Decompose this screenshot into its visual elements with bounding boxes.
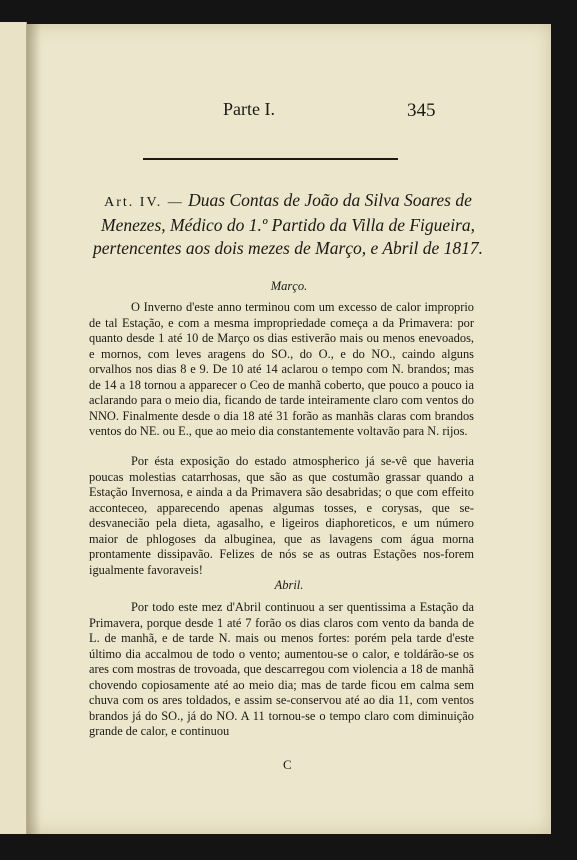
book-page (27, 24, 551, 834)
page-number: 345 (407, 100, 436, 121)
header-rule (143, 158, 398, 160)
section-heading-marco: Março. (270, 279, 308, 293)
article-label: Art. IV. — (104, 195, 184, 210)
facing-page-edge (0, 22, 27, 834)
page-header (27, 92, 551, 122)
paragraph-abril-1: Por todo este mez d'Abril continuou a ser quentissima a Estação da Primavera, porque desde 1 até 7 forão os dias claros com vento da banda de L. de manhã, e de tarde N. mais ou menos fortes: porém pela tarde d'este último dia accalmou de todo o vento; aumentou-se o calor, e toldárão-se os ares com mostras de trovoada, que descarregou com violencia a 18 de manhã chovendo copiosamente até ao meio dia; mas de tarde ficou em calma sem chuva com os ares toldados, e assim se-conservou até ao dia 11, com ventos brandos já do SO., já do NO. A 11 tornou-se o tempo claro com diminuição grande de calor, e continuou (89, 600, 474, 738)
section-heading-abril: Abril. (274, 578, 304, 592)
article-title: Duas Contas de João da Silva Soares de Menezes, Médico do 1.º Partido da Villa de Figueira, pertencentes aos dois mezes de Março, e Abril de 1817. (93, 190, 483, 258)
spine-shadow (27, 24, 41, 834)
running-head: Parte I. (223, 99, 275, 119)
paragraph-marco-2: Por ésta exposição do estado atmospherico já se-vê que haveria poucas molestias catarrhosas, que são as que costumão grassar quando a Estação Invernosa, e ainda a da Primavera são desabridas; o que com effeito acconteceo, apparecendo apenas algumas tosses, e corysas, que se-desvanecião pela dieta, agasalho, e ligeiros diaphoreticos, e um número maior de phlogoses da albuginea, que as lavagens com água morna prontamente dissipavão. Felizes de nós se as outras Estações nos-forem igualmente favoraveis! (89, 454, 474, 577)
article-title-block (83, 189, 493, 260)
paragraph-marco-1: O Inverno d'este anno terminou com um excesso de calor improprio de tal Estação, e com a mesma impropriedade começa a da Primavera: por quanto desde 1 até 10 de Março os dias estiverão mais ou menos enevoados, e mornos, com leves aragens do SO., do O., e do NO., caindo alguns orvalhos nos dias 8 e 9. De 10 até 14 aclarou o tempo com N. brandos; mas de 14 a 18 tornou a apparecer o Ceo de manhã coberto, que pouco a pouco ia aclarando para o meio dia, ficando de tarde inteiramente claro com ventos do NNO. Finalmente desde o dia 18 até 31 forão as manhãs claras com brandos ventos do NE. ou E., que ao meio dia constantemente voltavão para N. rijos. (89, 300, 474, 438)
signature-mark: C (283, 757, 292, 772)
